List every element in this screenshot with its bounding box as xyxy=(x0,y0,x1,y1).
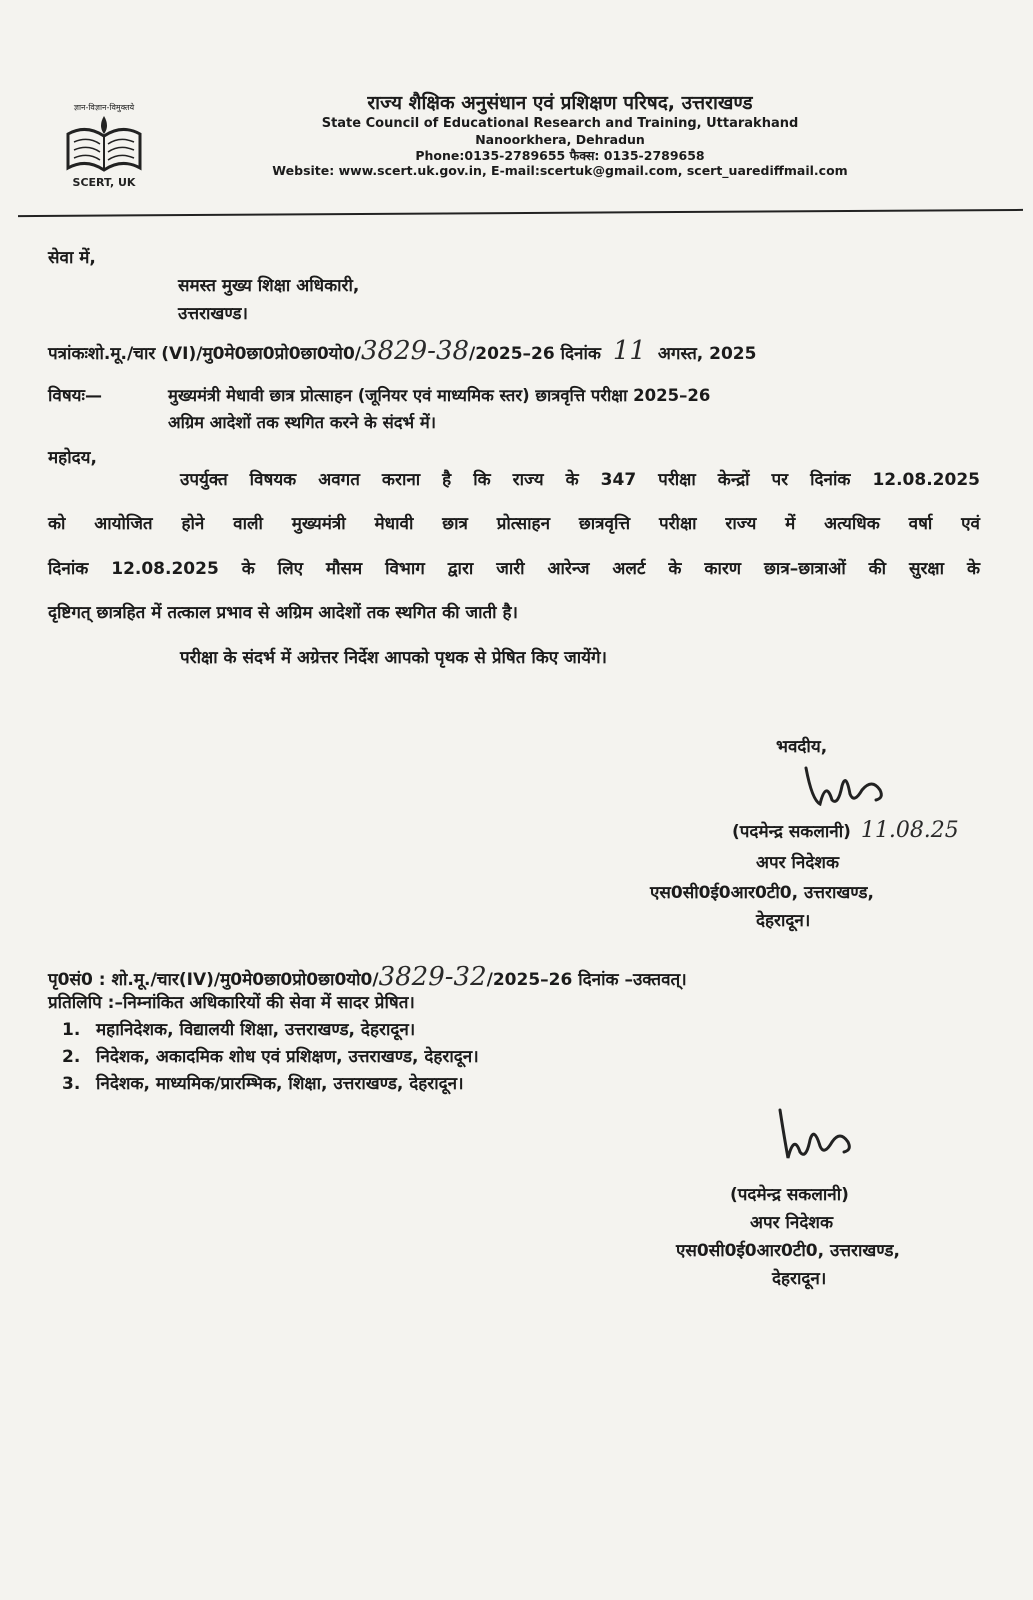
subject-line1: मुख्यमंत्री मेधावी छात्र प्रोत्साहन (जूनियर एवं माध्यमिक स्तर) छात्रवृत्ति परीक्षा 2025–26 xyxy=(168,386,711,405)
recipient-line2: उत्तराखण्ड। xyxy=(178,304,248,324)
letterhead xyxy=(160,92,960,179)
date-handwritten: 11 xyxy=(612,336,646,366)
scert-logo xyxy=(58,98,150,194)
copy-list-item xyxy=(62,1044,479,1067)
salutation: महोदय, xyxy=(48,448,97,468)
sign-date-handwritten: 11.08.25 xyxy=(860,818,959,843)
org-title-english: State Council of Educational Research and Training, Uttarakhand xyxy=(321,115,799,131)
signer1-office: एस0सी0ई0आर0टी0, उत्तराखण्ड, xyxy=(650,883,874,903)
endorsement-ref-prefix: पृ0सं0 : शो.मू./चार(IV)/मु0मे0छा0प्रो0छा0यो0/ xyxy=(48,970,379,990)
copy-item-text: निदेशक, अकादमिक शोध एवं प्रशिक्षण, उत्तराखण्ड, देहरादून। xyxy=(96,1047,479,1067)
org-address: Nanoorkhera, Dehradun xyxy=(475,132,645,147)
signature1-scribble xyxy=(802,760,892,812)
signer1-city: देहरादून। xyxy=(756,911,811,931)
subject-line2: अग्रिम आदेशों तक स्थगित करने के संदर्भ में। xyxy=(168,413,436,432)
subject-label: विषयः— xyxy=(48,386,102,406)
copy-item-number: 1. xyxy=(62,1020,81,1040)
para1-line2: को आयोजित होने वाली मुख्यमंत्री मेधावी छात्र प्रोत्साहन छात्रवृत्ति परीक्षा राज्य में अत्यधिक वर्षा एवं xyxy=(48,514,980,534)
endorsement-ref-handwritten: 3829-32 xyxy=(378,962,487,992)
handwritten-signature-icon xyxy=(802,760,892,812)
signer2-city: देहरादून। xyxy=(772,1269,827,1289)
signer2-designation: अपर निदेशक xyxy=(750,1213,833,1233)
copy-list-item xyxy=(62,1017,415,1040)
signer2-office: एस0सी0ई0आर0टी0, उत्तराखण्ड, xyxy=(676,1241,900,1261)
para1-line1: उपर्युक्त विषयक अवगत कराना है कि राज्य के 347 परीक्षा केन्द्रों पर दिनांक 12.08.2025 xyxy=(180,470,980,490)
org-phone: Phone:0135-2789655 फैक्स: 0135-2789658 xyxy=(415,147,705,163)
copy-item-text: महानिदेशक, विद्यालयी शिक्षा, उत्तराखण्ड, देहरादून। xyxy=(96,1020,416,1040)
signer1-name xyxy=(732,818,959,843)
org-website: Website: www.scert.uk.gov.in, E-mail:scertuk@gmail.com, scert_uarediffmail.com xyxy=(272,163,848,179)
logo-label: SCERT, UK xyxy=(72,176,136,189)
para2: परीक्षा के संदर्भ में अग्रेत्तर निर्देश आपको पृथक से प्रेषित किए जायेंगे। xyxy=(180,648,607,668)
para1-line3: दिनांक 12.08.2025 के लिए मौसम विभाग द्वारा जारी आरेन्ज अलर्ट के कारण छात्र–छात्राओं की सुरक्षा के xyxy=(48,559,980,579)
ref-handwritten-number: 3829-38 xyxy=(360,336,470,366)
recipient-line1: समस्त मुख्य शिक्षा अधिकारी, xyxy=(178,276,360,296)
letterhead-divider xyxy=(18,209,1023,217)
copy-list-item xyxy=(62,1071,464,1094)
closing: भवदीय, xyxy=(776,737,828,757)
signature2-scribble xyxy=(772,1106,862,1166)
handwritten-signature-icon xyxy=(772,1106,862,1166)
signer1-name-text: (पदमेन्द्र सकलानी) xyxy=(732,822,851,842)
org-title-hindi: राज्य शैक्षिक अनुसंधान एवं प्रशिक्षण परिषद, उत्तराखण्ड xyxy=(367,92,753,114)
copy-item-number: 3. xyxy=(62,1074,81,1094)
endorsement-ref-suffix: /2025–26 दिनांक –उक्तवत्। xyxy=(486,970,687,990)
date-suffix: अगस्त, 2025 xyxy=(657,344,757,364)
endorsement-ref-line xyxy=(48,962,687,992)
para1-line4: दृष्टिगत् छात्रहित में तत्काल प्रभाव से अग्रिम आदेशों तक स्थगित की जाती है। xyxy=(48,603,518,623)
copy-item-number: 2. xyxy=(62,1047,81,1067)
signer1-designation: अपर निदेशक xyxy=(756,853,839,873)
copy-label: प्रतिलिपि :–निम्नांकित अधिकारियों की सेवा में सादर प्रेषित। xyxy=(48,993,415,1013)
scert-emblem-icon xyxy=(58,98,150,194)
copy-item-text: निदेशक, माध्यमिक/प्रारम्भिक, शिक्षा, उत्तराखण्ड, देहरादून। xyxy=(96,1074,464,1094)
ref-suffix: /2025–26 दिनांक xyxy=(469,344,601,364)
reference-line xyxy=(48,336,756,366)
ref-prefix: पत्रांकःशो.मू./चार (VI)/मु0मे0छा0प्रो0छा0यो0/ xyxy=(48,344,361,364)
to-label: सेवा में, xyxy=(48,248,96,268)
logo-motto: ज्ञान-विज्ञान-विमुक्तये xyxy=(73,103,135,112)
signer2-name: (पदमेन्द्र सकलानी) xyxy=(730,1185,849,1205)
